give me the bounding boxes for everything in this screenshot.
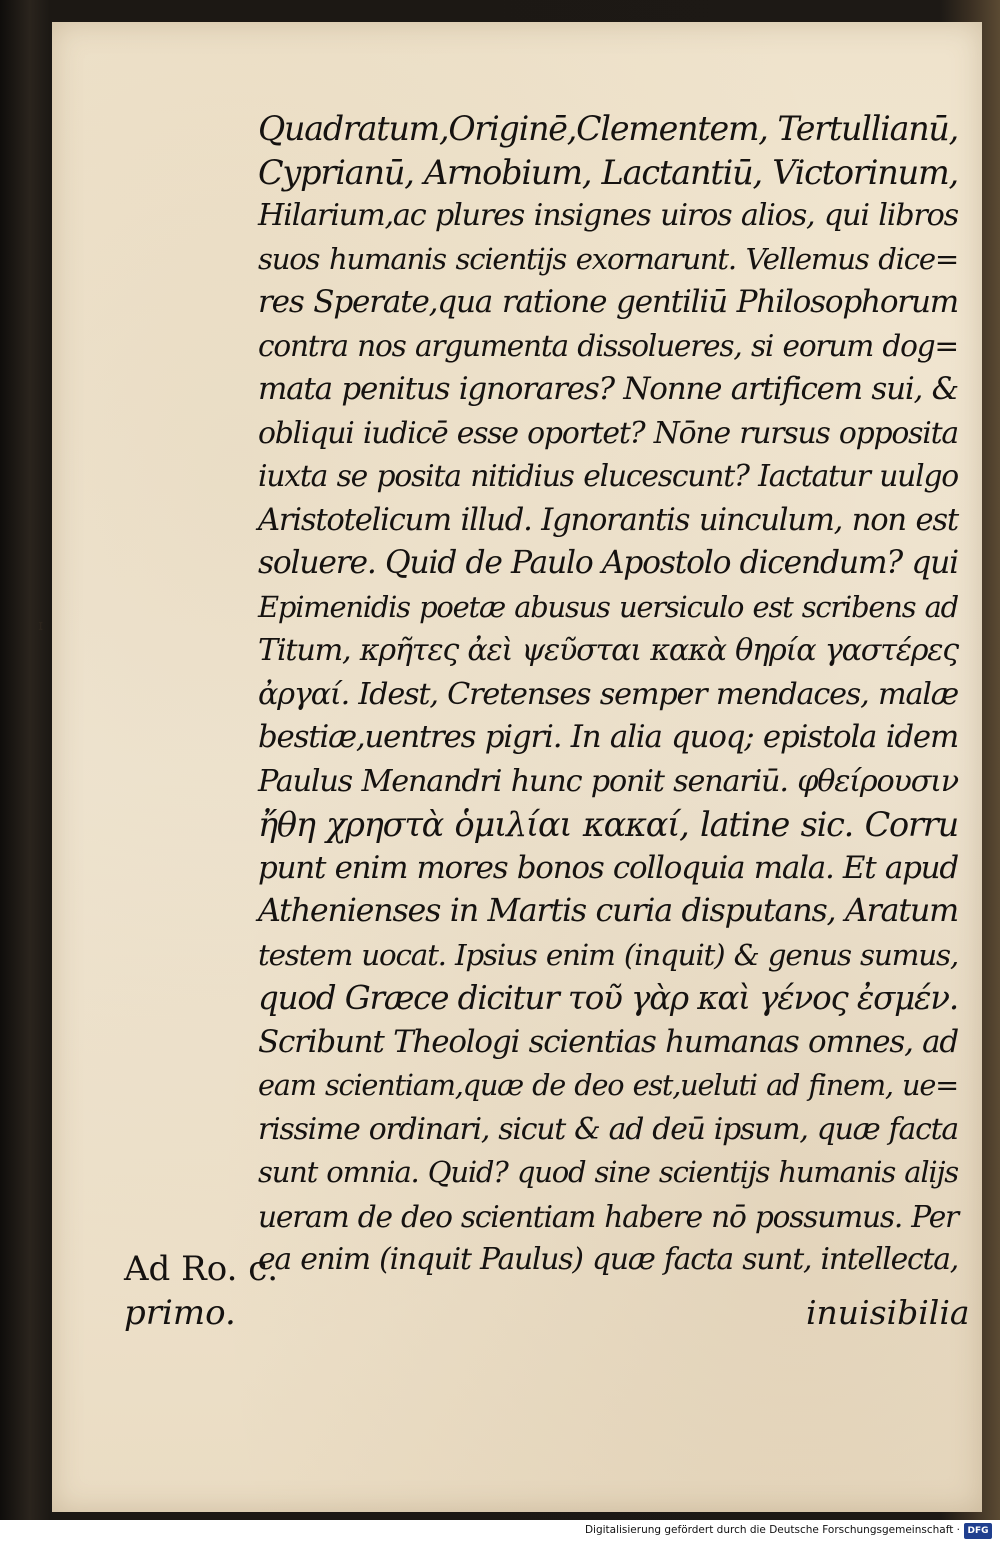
text-line: ἀργαί. Idest, Cretenses semper mendaces, malæ: [258, 676, 958, 712]
text-line: Paulus Menandri hunc ponit senariū. φθείρουσιν: [258, 763, 958, 799]
text-line: mata penitus ignorares? Nonne artificem sui, &: [258, 371, 958, 407]
marginal-note-chapter: primo.: [124, 1293, 236, 1333]
text-line: Athenienses in Martis curia disputans, Aratum: [258, 893, 958, 929]
text-line-greek: Titum, κρῆτες ἀεὶ ψεῦσται κακὰ θηρία γαστέρες: [258, 633, 958, 668]
text-line: iuxta se posita nitidius elucescunt? Iactatur uulgo: [258, 459, 958, 494]
text-line: Quadratum,Originē,Clementem, Tertullianū,: [258, 109, 958, 148]
text-line: soluere. Quid de Paulo Apostolo dicendum? qui: [258, 545, 958, 581]
text-line: ea enim (inquit Paulus) quæ facta sunt, intellecta,: [258, 1242, 958, 1277]
text-line: contra nos argumenta dissolueres, si eorum dog=: [258, 328, 958, 363]
text-line: bestiæ,uentres pigri. In alia quoq; epistola idem: [258, 719, 958, 755]
funding-credit: Digitalisierung gefördert durch die Deutsche Forschungsgemeinschaft ·: [584, 1524, 960, 1536]
main-text-block: [258, 107, 958, 1282]
catchword: inuisibilia: [806, 1293, 970, 1332]
text-line: Epimenidis poetæ abusus uersiculo est scribens ad: [258, 589, 958, 624]
text-line: Cyprianū, Arnobium, Lactantiū, Victorinum,: [258, 152, 958, 192]
text-line: rissime ordinari, sicut & ad deū ipsum, quæ facta: [258, 1111, 958, 1147]
digitization-footer: [0, 1520, 1000, 1543]
text-line: ueram de deo scientiam habere nō possumus. Per: [258, 1198, 958, 1234]
text-line-greek: quod Græce dicitur τοῦ γὰρ καὶ γένος ἐσμέν.: [258, 979, 958, 1017]
text-line: testem uocat. Ipsius enim (inquit) & genus sumus,: [258, 937, 958, 972]
marginal-note: [124, 1247, 278, 1335]
text-line: eam scientiam,quæ de deo est,ueluti ad finem, ue=: [258, 1068, 958, 1102]
text-line: sunt omnia. Quid? quod sine scientijs humanis alijs: [258, 1155, 958, 1189]
text-line: Aristotelicum illud. Ignorantis uinculum, non est: [258, 502, 958, 538]
marginal-note-reference: Ad Ro. c.: [124, 1249, 279, 1289]
text-line: suos humanis scientijs exornarunt. Vellemus dice=: [258, 241, 958, 276]
text-line: res Sperate,qua ratione gentiliū Philosophorum: [258, 284, 958, 320]
text-line: Hilarium,ac plures insignes uiros alios, qui libros: [258, 198, 958, 233]
text-line-greek: ἤθη χρηστὰ ὁμιλίαι κακαί, latine sic. Corru: [258, 805, 958, 844]
binding-edge-mark: ɪ: [38, 618, 44, 634]
text-line: punt enim mores bonos colloquia mala. Et apud: [258, 849, 958, 886]
dfg-logo: DFG: [964, 1523, 992, 1539]
text-line: obliqui iudicē esse oportet? Nōne rursus opposita: [258, 415, 958, 451]
text-line: Scribunt Theologi scientias humanas omnes, ad: [258, 1023, 958, 1060]
